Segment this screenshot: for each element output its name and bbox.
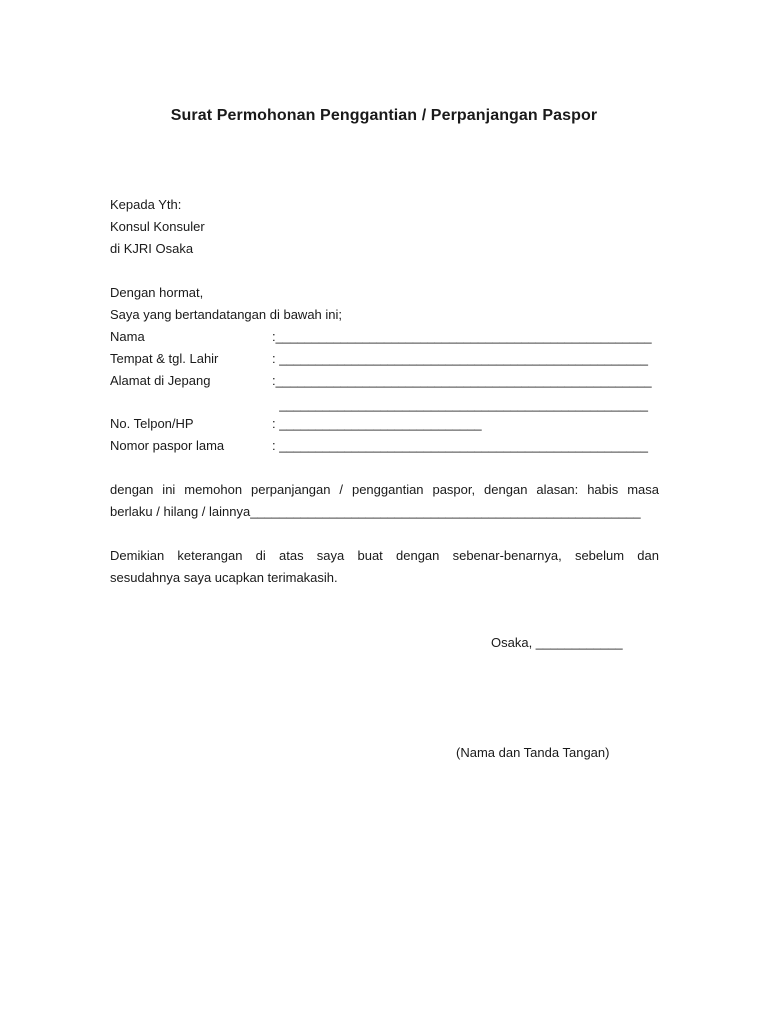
document-title: Surat Permohonan Penggantian / Perpanjangan Paspor bbox=[170, 107, 598, 124]
field-blank-tempat-tgl-lahir: : ___________________________________________________ bbox=[272, 351, 648, 366]
field-blank-alamat: :____________________________________________________ bbox=[272, 373, 652, 388]
recipient-line-3: di KJRI Osaka bbox=[110, 241, 194, 256]
request-line-2: berlaku / hilang / lainnya______________________________________________________ bbox=[110, 504, 641, 519]
recipient-line-1: Kepada Yth: bbox=[110, 197, 182, 212]
field-label-paspor-lama: Nomor paspor lama bbox=[110, 438, 225, 453]
closing-line-2: sesudahnya saya ucapkan terimakasih. bbox=[110, 570, 338, 585]
field-label-nama: Nama bbox=[110, 329, 145, 344]
recipient-line-2: Konsul Konsuler bbox=[110, 219, 205, 234]
signature-name-caption: (Nama dan Tanda Tangan) bbox=[456, 745, 610, 760]
intro-text: Saya yang bertandatangan di bawah ini; bbox=[110, 307, 343, 322]
field-blank-telpon: : ____________________________ bbox=[272, 416, 482, 431]
field-blank-paspor-lama: : ___________________________________________________ bbox=[272, 438, 648, 453]
greeting: Dengan hormat, bbox=[110, 285, 204, 300]
closing-line-1: Demikian keterangan di atas saya buat dengan sebenar-benarnya, sebelum dan bbox=[110, 548, 659, 563]
field-label-telpon: No. Telpon/HP bbox=[110, 416, 194, 431]
field-label-tempat-tgl-lahir: Tempat & tgl. Lahir bbox=[110, 351, 219, 366]
field-blank-alamat-continued: ___________________________________________________ bbox=[272, 397, 648, 412]
signature-place-date: Osaka, ____________ bbox=[491, 635, 623, 650]
field-label-alamat: Alamat di Jepang bbox=[110, 373, 211, 388]
request-line-1: dengan ini memohon perpanjangan / penggantian paspor, dengan alasan: habis masa bbox=[110, 482, 659, 497]
field-blank-nama: :____________________________________________________ bbox=[272, 329, 652, 344]
